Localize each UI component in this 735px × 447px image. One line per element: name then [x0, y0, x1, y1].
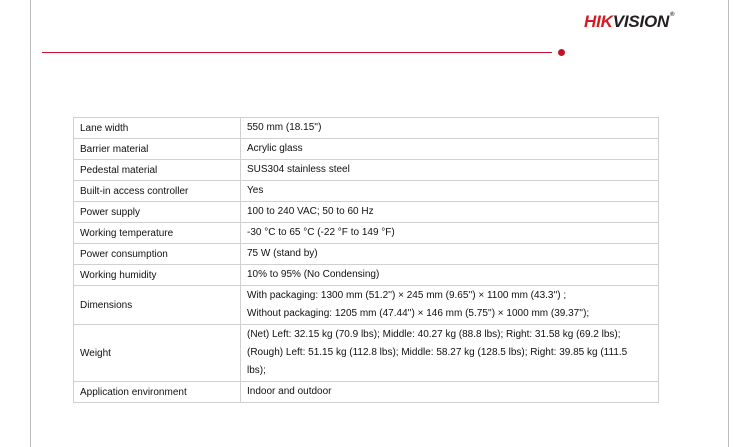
spec-row	[74, 118, 659, 139]
spec-value-line: Acrylic glass	[247, 143, 303, 154]
spec-label: Barrier material	[74, 139, 241, 160]
spec-value	[241, 265, 659, 286]
spec-label: Pedestal material	[74, 160, 241, 181]
spec-value	[241, 181, 659, 202]
header-divider-dot	[558, 49, 565, 56]
spec-value-line: 550 mm (18.15'')	[247, 122, 322, 133]
spec-table	[73, 117, 659, 403]
spec-value	[241, 118, 659, 139]
header-divider-line	[42, 52, 552, 53]
spec-value-line: lbs);	[247, 365, 266, 376]
spec-value	[241, 160, 659, 181]
spec-label: Weight	[74, 325, 241, 382]
spec-row	[74, 202, 659, 223]
spec-label: Working temperature	[74, 223, 241, 244]
logo-vision-text: VISION	[612, 12, 670, 31]
spec-label: Built-in access controller	[74, 181, 241, 202]
spec-table-body	[74, 118, 659, 403]
spec-row	[74, 139, 659, 160]
spec-row	[74, 382, 659, 403]
spec-row	[74, 244, 659, 265]
spec-value-line: (Net) Left: 32.15 kg (70.9 lbs); Middle: 40.27 kg (88.8 lbs); Right: 31.58 kg (69.2 lbs);	[247, 329, 621, 340]
spec-value	[241, 202, 659, 223]
spec-row	[74, 325, 659, 382]
spec-label: Dimensions	[74, 286, 241, 325]
spec-label: Power consumption	[74, 244, 241, 265]
spec-label: Lane width	[74, 118, 241, 139]
spec-value-line: With packaging: 1300 mm (51.2'') × 245 mm (9.65'') × 1100 mm (43.3'') ;	[247, 290, 567, 301]
spec-label: Application environment	[74, 382, 241, 403]
spec-value-line: 75 W (stand by)	[247, 248, 318, 259]
logo-hik-text: HIK	[584, 12, 613, 31]
spec-value	[241, 223, 659, 244]
spec-value-line: 100 to 240 VAC; 50 to 60 Hz	[247, 206, 374, 217]
logo-registered-mark: ®	[670, 12, 675, 18]
spec-value-line: (Rough) Left: 51.15 kg (112.8 lbs); Middle: 58.27 kg (128.5 lbs); Right: 39.85 kg (111.5	[247, 347, 628, 358]
spec-value	[241, 286, 659, 325]
spec-value	[241, 139, 659, 160]
spec-row	[74, 160, 659, 181]
spec-value-line: 10% to 95% (No Condensing)	[247, 269, 380, 280]
spec-value	[241, 325, 659, 382]
spec-row	[74, 223, 659, 244]
spec-value-line: Without packaging: 1205 mm (47.44'') × 146 mm (5.75'') × 1000 mm (39.37'');	[247, 308, 590, 319]
spec-label: Working humidity	[74, 265, 241, 286]
spec-row	[74, 181, 659, 202]
spec-row	[74, 286, 659, 325]
spec-value	[241, 382, 659, 403]
spec-value	[241, 244, 659, 265]
spec-value-line: SUS304 stainless steel	[247, 164, 350, 175]
spec-value-line: Indoor and outdoor	[247, 386, 332, 397]
spec-value-line: Yes	[247, 185, 264, 196]
spec-value-line: -30 °C to 65 °C (-22 °F to 149 °F)	[247, 227, 395, 238]
spec-label: Power supply	[74, 202, 241, 223]
hikvision-logo	[584, 12, 674, 32]
spec-row	[74, 265, 659, 286]
